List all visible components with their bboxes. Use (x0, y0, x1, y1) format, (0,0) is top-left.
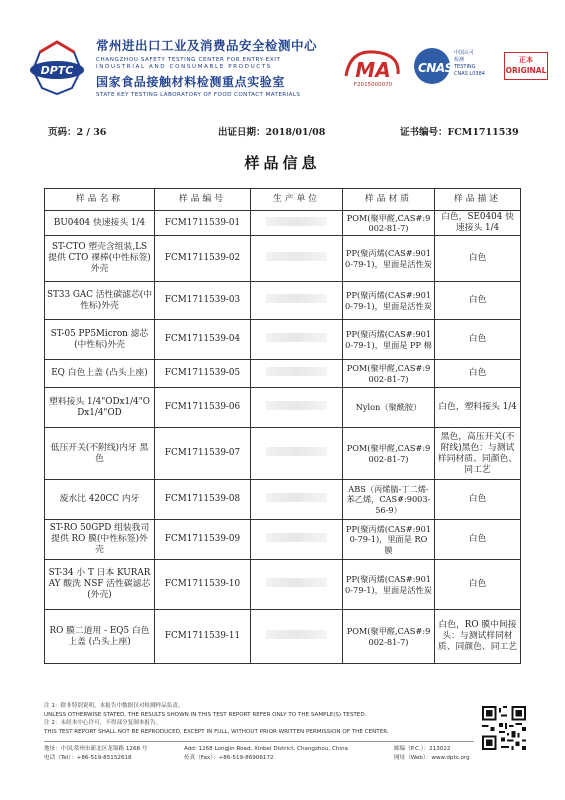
table-row (45, 320, 521, 360)
footer-note-1-cn: 注 1：除非特别说明，本报告中数据仅对检测样品负责。 (44, 703, 184, 709)
cma-code: F2015000070 (353, 82, 393, 88)
page-number: 页码：2 / 36 (48, 127, 107, 138)
sample-info-table (44, 188, 521, 664)
cma-mark (340, 46, 406, 90)
cell-material: POM(聚甲醛,CAS#:9002-81-7) (343, 360, 435, 388)
organization-name (96, 36, 356, 98)
cell-sample-no: FCM1711539-01 (155, 211, 251, 236)
stamp-en: ORIGINAL (505, 66, 547, 75)
cell-producer (251, 360, 343, 388)
cell-sample-no: FCM1711539-10 (155, 560, 251, 610)
redacted-producer (266, 630, 327, 639)
cell-material: POM(聚甲醛,CAS#:9002-81-7) (343, 211, 435, 236)
lab-name-cn: 国家食品接触材料检测重点实验室 (96, 75, 286, 89)
redacted-producer (266, 493, 327, 502)
table-row (45, 360, 521, 388)
cell-material: ABS（丙烯腈-丁二烯-苯乙烯，CAS#:9003-56-9） (343, 480, 435, 520)
cell-sample-name: ST-RO 50GPD 组装我司提供 RO 膜(中性标签)外壳 (45, 520, 155, 560)
cell-producer (251, 520, 343, 560)
redacted-producer (266, 401, 327, 410)
dptc-logo (26, 38, 88, 98)
cell-description: 白色 (435, 560, 521, 610)
footer-address-cn: 地址：中国,常州市新北区龙锦路 1268 号 (44, 746, 148, 752)
cell-description: 白色，RO 膜中间接头：与测试样同材质、同颜色、同工艺 (435, 610, 521, 664)
footer-tel: 电话（Tel）：+86-519-85152618 (44, 755, 132, 761)
cell-sample-no: FCM1711539-11 (155, 610, 251, 664)
issue-date: 出证日期：2018/01/08 (218, 127, 326, 138)
cell-sample-no: FCM1711539-03 (155, 282, 251, 320)
sample-info-table-wrap (44, 188, 520, 664)
cnas-cn-1: 中国认可 (454, 50, 475, 56)
cell-sample-no: FCM1711539-04 (155, 320, 251, 360)
cell-description: 白色 (435, 282, 521, 320)
redacted-producer (266, 333, 327, 342)
report-header (26, 36, 546, 100)
table-row (45, 480, 521, 520)
cnas-mark: CNAS 中国认可 检测 TESTING CNAS L0384 (414, 46, 496, 90)
cell-description: 白色 (435, 520, 521, 560)
cell-material: POM(聚甲醛,CAS#:9002-81-7) (343, 610, 435, 664)
logo-text: DPTC (40, 64, 74, 77)
table-row (45, 211, 521, 236)
cell-sample-name: ST-CTO 塑壳含组装,LS 提供 CTO 裸棒(中性标签)外壳 (45, 236, 155, 282)
cell-producer (251, 388, 343, 428)
cell-description: 白色 (435, 320, 521, 360)
cell-description: 白色，塑料接头 1/4 (435, 388, 521, 428)
cell-material: PP(聚丙烯(CAS#:9010-79-1)，里面是活性炭 (343, 560, 435, 610)
cell-description: 白色 (435, 480, 521, 520)
original-stamp (504, 52, 548, 80)
cell-sample-name: RO 膜二道用 - EQ5 白色上盖 (凸头上座) (45, 610, 155, 664)
cell-sample-name: ST-05 PP5Micron 滤芯(中性标)外壳 (45, 320, 155, 360)
table-row (45, 428, 521, 480)
cell-sample-name: EQ 白色上盖 (凸头上座) (45, 360, 155, 388)
cell-producer (251, 480, 343, 520)
footer-note-2-cn: 注 2：未经本中心许可，不得部分复制本报告。 (44, 720, 162, 726)
redacted-producer (266, 252, 327, 261)
org-name-en-1: CHANGZHOU SAFETY TESTING CENTER FOR ENTRY-EXIT (96, 57, 281, 63)
col-header-description: 样品描述 (435, 189, 521, 211)
cell-sample-name: 低压开关(不附线)内牙 黑色 (45, 428, 155, 480)
cell-material: PP(聚丙烯(CAS#:9010-79-1)，里面是活性炭 (343, 236, 435, 282)
col-header-no: 样品编号 (155, 189, 251, 211)
cell-sample-no: FCM1711539-08 (155, 480, 251, 520)
qr-code-icon (482, 706, 526, 750)
cell-description: 白色 (435, 360, 521, 388)
cell-producer (251, 236, 343, 282)
cell-sample-no: FCM1711539-07 (155, 428, 251, 480)
report-footer (44, 702, 470, 763)
stamp-cn: 正本 (519, 56, 533, 64)
cell-sample-name: ST33 GAC 活性碳滤芯(中性标)外壳 (45, 282, 155, 320)
cell-description: 白色 (435, 236, 521, 282)
redacted-producer (266, 578, 327, 587)
footer-note-1-en: UNLESS OTHERWISE STATED, THE RESULTS SHOWN IN THIS TEST REPORT REFER ONLY TO THE SAMPLE(S) TESTED. (44, 711, 367, 718)
lab-name-en: STATE KEY TESTING LABORATORY OF FOOD CONTACT MATERIALS (96, 92, 301, 98)
footer-divider (44, 741, 474, 742)
footer-note-2-en: THIS TEST REPORT SHALL NOT BE REPRODUCED, EXCEPT IN FULL, WITHOUT PRIOR WRITTEN PERMISSION OF THE CENTER. (44, 728, 389, 735)
cell-sample-name: ST-34 小 T 日本 KURARAY 酸洗 NSF 活性碳滤芯(外壳) (45, 560, 155, 610)
cell-material: Nylon（聚酰胺） (343, 388, 435, 428)
cnas-en: TESTING (454, 64, 476, 70)
cnas-cn-2: 检测 (454, 57, 465, 63)
cell-sample-no: FCM1711539-02 (155, 236, 251, 282)
certificate-number: 证书编号：FCM1711539 (400, 127, 519, 138)
redacted-producer (266, 367, 327, 376)
footer-address-en: Add: 1268 Longjin Road, Xinbei District, Changzhou, China (184, 746, 348, 752)
table-row (45, 560, 521, 610)
col-header-material: 样品材质 (343, 189, 435, 211)
table-row (45, 388, 521, 428)
cell-material: PP(聚丙烯(CAS#:9010-79-1)，里面是活性炭 (343, 282, 435, 320)
page-title: 样品信息 (244, 154, 321, 172)
table-row (45, 520, 521, 560)
redacted-producer (266, 447, 327, 456)
footer-zip: 邮编（P.C.）：213022 (394, 746, 451, 752)
col-header-name: 样品名称 (45, 189, 155, 211)
redacted-producer (266, 217, 327, 226)
cell-producer (251, 282, 343, 320)
cell-producer (251, 428, 343, 480)
cell-material: POM(聚甲醛,CAS#:9002-81-7) (343, 428, 435, 480)
cell-producer (251, 211, 343, 236)
cell-sample-name: 塑料接头 1/4"ODx1/4"ODx1/4"OD (45, 388, 155, 428)
cell-producer (251, 320, 343, 360)
footer-web[interactable]: 网址（Web）：www.dptc.org (394, 755, 470, 761)
redacted-producer (266, 294, 327, 303)
col-header-producer: 生产单位 (251, 189, 343, 211)
redacted-producer (266, 533, 327, 542)
table-header-row (45, 189, 521, 211)
org-name-cn: 常州进出口工业及消费品安全检测中心 (96, 38, 318, 53)
svg-text:MA: MA (355, 58, 391, 82)
table-row (45, 610, 521, 664)
cma-logo-icon (340, 46, 406, 84)
cnas-code: CNAS L0384 (454, 71, 485, 77)
org-name-en-2: INDUSTRIAL AND CONSUMABLE PRODUCTS (96, 64, 272, 70)
cell-producer (251, 610, 343, 664)
cell-sample-name: 废水比 420CC 内牙 (45, 480, 155, 520)
cell-description: 黑色，高压开关(不附线)黑色：与测试样同材质、同颜色、同工艺 (435, 428, 521, 480)
cell-producer (251, 560, 343, 610)
cell-material: PP(聚丙烯(CAS#:9010-79-1)，里面是 PP 棉 (343, 320, 435, 360)
cell-material: PP(聚丙烯(CAS#:9010-79-1)，里面是 RO 膜 (343, 520, 435, 560)
cell-sample-no: FCM1711539-06 (155, 388, 251, 428)
cell-sample-name: BU0404 快速接头 1/4 (45, 211, 155, 236)
cell-sample-no: FCM1711539-05 (155, 360, 251, 388)
table-row (45, 236, 521, 282)
footer-fax: 传真（Fax）：+86-519-86906172 (184, 755, 274, 761)
cell-description: 白色，SE0404 快速接头 1/4 (435, 211, 521, 236)
cell-sample-no: FCM1711539-09 (155, 520, 251, 560)
table-row (45, 282, 521, 320)
